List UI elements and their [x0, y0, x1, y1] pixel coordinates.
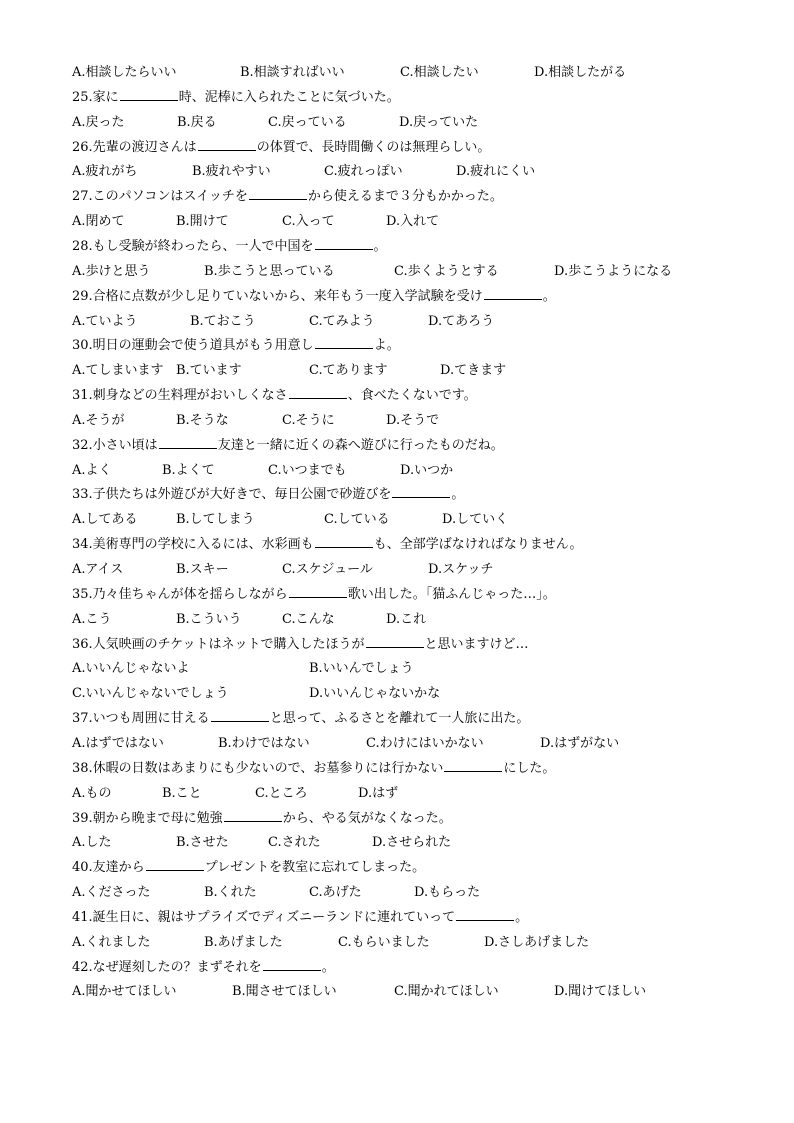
answer-blank [444, 759, 502, 772]
question-text [72, 956, 335, 980]
answer-option: C.疲れっぽい [324, 164, 403, 180]
answer-option: B.開けて [176, 214, 229, 230]
answer-option: A.戻った [72, 114, 125, 130]
question-line [72, 384, 772, 408]
options-line [72, 260, 772, 284]
question-text [72, 434, 504, 458]
answer-option: A.そうが [72, 412, 125, 428]
answer-option: A.してある [72, 512, 138, 528]
answer-blank [159, 436, 217, 449]
answer-option: D.いいんじゃないかな [309, 686, 441, 702]
answer-option: D.入れて [386, 214, 440, 230]
question-tail: プレゼントを教室に忘れてしまった。 [204, 860, 426, 876]
answer-blank [456, 908, 514, 921]
answer-option: B.聞させてほしい [232, 984, 337, 1000]
question-text [72, 334, 400, 358]
options-line [72, 980, 772, 1004]
answer-option: B.してしまう [176, 512, 255, 528]
question-stem: 40.友達から [72, 860, 145, 876]
question-tail: 時、泥棒に入られたことに気づいた。 [178, 89, 400, 105]
question-stem: 37.いつも周囲に甘える [72, 711, 210, 727]
question-text [72, 856, 425, 880]
question-tail: 。 [373, 238, 387, 254]
answer-option: A.てしまいます [72, 363, 164, 379]
answer-option: B.そうな [176, 412, 229, 428]
options-line [72, 782, 772, 806]
answer-blank [315, 336, 373, 349]
question-line [72, 707, 772, 731]
question-stem: 28.もし受験が終わったら、一人で中国を [72, 238, 314, 254]
question-tail: 。 [542, 288, 556, 304]
options-line [72, 508, 772, 532]
answer-option: D.いつか [400, 462, 454, 478]
question-line [72, 633, 772, 657]
answer-option: C.している [324, 512, 390, 528]
options-line [72, 409, 772, 433]
answer-option: D.さしあげました [484, 934, 590, 950]
options-line [72, 111, 772, 135]
answer-option: D.もらった [414, 885, 481, 901]
question-tail: 。 [451, 487, 465, 503]
question-text [72, 384, 477, 408]
question-tail: 。 [321, 959, 335, 975]
question-stem: 38.休暇の日数はあまりにも少ないので、お墓参りには行かない [72, 760, 444, 776]
answer-blank [392, 485, 450, 498]
answer-option: D.歩こうようになる [554, 263, 673, 279]
answer-option: B.わけではない [218, 735, 310, 751]
answer-option: D.これ [386, 611, 427, 627]
options-line [72, 881, 772, 905]
question-text [72, 707, 529, 731]
answer-option: B.こういう [176, 611, 242, 627]
question-stem: 39.朝から晩まで母に勉強 [72, 810, 223, 826]
question-text [72, 633, 529, 657]
options-line [72, 359, 772, 383]
answer-option: A.ていよう [72, 313, 138, 329]
question-stem: 35.乃々佳ちゃんが体を揺らしながら [72, 586, 288, 602]
answer-blank [289, 585, 347, 598]
question-stem: 41.誕生日に、親はサプライズでディズニーランドに連れていって [72, 909, 456, 925]
answer-option: A.よく [72, 462, 112, 478]
question-line [72, 136, 772, 160]
options-line [72, 61, 772, 85]
answer-option: A.はずではない [72, 735, 164, 751]
answer-option: B.戻る [177, 114, 217, 130]
answer-option: C.わけにはいかない [366, 735, 484, 751]
question-stem: 26.先輩の渡辺さんは [72, 139, 197, 155]
question-stem: 30.明日の運動会で使う道具がもう用意し [72, 338, 314, 354]
answer-blank [211, 709, 269, 722]
answer-option: D.てきます [440, 363, 507, 379]
question-line [72, 583, 772, 607]
question-stem: 32.小さい頃は [72, 437, 158, 453]
answer-option: C.スケジュール [282, 562, 373, 577]
answer-option: B.スキー [176, 562, 229, 577]
answer-option: D.てあろう [428, 313, 495, 329]
answer-option: D.していく [442, 512, 509, 528]
answer-blank [484, 287, 542, 300]
answer-option: A.もの [72, 785, 112, 801]
answer-option: D.そうで [386, 412, 440, 428]
options-line [72, 608, 772, 632]
options-line [72, 657, 772, 681]
question-line [72, 285, 772, 309]
question-stem: 25.家に [72, 89, 119, 105]
question-text [72, 533, 582, 557]
answer-option: C.てあります [309, 363, 388, 379]
answer-option: C.戻っている [268, 114, 347, 130]
answer-blank [198, 138, 256, 151]
question-line [72, 906, 772, 930]
question-text [72, 285, 556, 309]
question-line [72, 807, 772, 831]
question-text [72, 86, 400, 110]
answer-option: C.てみよう [309, 313, 375, 329]
question-tail: の体質で、長時間働くのは無理らしい。 [256, 139, 491, 155]
question-text [72, 906, 528, 930]
answer-option: C.あげた [309, 885, 362, 901]
options-line [72, 160, 772, 184]
answer-option: A.くださった [72, 885, 151, 901]
question-tail: も、全部学ばなければなりません。 [373, 537, 583, 553]
answer-option: C.入って [282, 214, 335, 230]
answer-option: A.した [72, 835, 112, 851]
answer-option: D.聞けてほしい [554, 984, 647, 1000]
answer-blank [315, 535, 373, 548]
answer-option: C.ところ [255, 785, 308, 801]
options-line [72, 210, 772, 234]
answer-option: A.いいんじゃないよ [72, 661, 190, 677]
answer-option: C.こんな [282, 611, 335, 627]
options-line [72, 931, 772, 955]
answer-blank [146, 858, 204, 871]
answer-option: D.はずがない [540, 735, 620, 751]
answer-option: B.よくて [162, 462, 215, 478]
answer-option: B.疲れやすい [192, 164, 271, 180]
question-text [72, 235, 387, 259]
answer-blank [263, 958, 321, 971]
question-line [72, 334, 772, 358]
answer-option: C.歩くようとする [394, 263, 499, 279]
answer-option: A.くれました [72, 934, 151, 950]
answer-option: B.させた [176, 835, 229, 851]
question-tail: と思って、ふるさとを離れて一人旅に出た。 [269, 711, 530, 727]
question-tail: から、やる気がなくなった。 [282, 810, 452, 826]
question-tail: 。 [515, 909, 529, 925]
answer-option: B.歩こうと思っている [204, 263, 335, 279]
question-stem: 29.合格に点数が少し足りていないから、来年もう一度入学試験を受け [72, 288, 483, 304]
question-tail: と思いますけど… [424, 636, 529, 652]
answer-option: D.疲れにくい [456, 164, 536, 180]
answer-option: D.相談したがる [534, 65, 627, 80]
question-stem: 34.美術専門の学校に入るには、水彩画も [72, 537, 314, 553]
question-line [72, 956, 772, 980]
answer-option: B.あげました [204, 934, 283, 950]
question-text [72, 583, 556, 607]
options-line [72, 459, 772, 483]
answer-option: B.くれた [204, 885, 257, 901]
answer-option: A.相談したらいい [72, 65, 177, 80]
question-text [72, 757, 555, 781]
question-line [72, 757, 772, 781]
options-line [72, 558, 772, 582]
options-line [72, 310, 772, 334]
question-line [72, 185, 772, 209]
question-line [72, 856, 772, 880]
question-tail: 、食べたくないです。 [347, 388, 477, 404]
question-tail: 歌い出した。「猫ふんじゃった…」。 [347, 586, 556, 602]
question-line [72, 483, 772, 507]
answer-option: C.いいんじゃないでしょう [72, 686, 229, 702]
answer-blank [249, 187, 307, 200]
question-stem: 36.人気映画のチケットはネットで購入したほうが [72, 636, 365, 652]
question-text [72, 483, 464, 507]
question-stem: 31.刺身などの生料理がおいしくなさ [72, 388, 288, 404]
answer-blank [224, 809, 282, 822]
answer-option: D.させられた [372, 835, 452, 851]
answer-blank [120, 88, 178, 101]
question-line [72, 533, 772, 557]
question-text [72, 185, 503, 209]
question-tail: にした。 [503, 760, 556, 776]
answer-blank [289, 386, 347, 399]
answer-blank [315, 237, 373, 250]
answer-option: C.された [268, 835, 321, 851]
answer-option: A.こう [72, 611, 112, 627]
answer-option: A.閉めて [72, 214, 125, 230]
options-line [72, 732, 772, 756]
answer-blank [366, 635, 424, 648]
answer-option: C.相談したい [400, 65, 479, 80]
answer-option: B.いいんでしょう [309, 661, 414, 677]
question-tail: から使えるまで３分もかかった。 [307, 189, 503, 205]
answer-option: B.ています [176, 363, 242, 379]
options-line [72, 682, 772, 706]
answer-option: A.アイス [72, 562, 124, 577]
answer-option: C.いつまでも [268, 462, 347, 478]
answer-option: D.戻っていた [399, 114, 479, 130]
question-text [72, 807, 452, 831]
question-stem: 33.子供たちは外遊びが大好きで、毎日公園で砂遊びを [72, 487, 392, 503]
question-line [72, 434, 772, 458]
answer-option: A.聞かせてほしい [72, 984, 177, 1000]
answer-option: D.スケッチ [428, 562, 494, 577]
question-line [72, 86, 772, 110]
question-tail: 友達と一緒に近くの森へ遊びに行ったものだね。 [217, 437, 504, 453]
question-text [72, 136, 490, 160]
question-tail: よ。 [373, 338, 400, 354]
answer-option: C.そうに [282, 412, 335, 428]
question-stem: 42.なぜ遅刻したの？まずそれを [72, 959, 262, 975]
options-line [72, 831, 772, 855]
answer-option: C.もらいました [338, 934, 430, 950]
answer-option: B.こと [162, 785, 202, 801]
answer-option: A.疲れがち [72, 164, 138, 180]
answer-option: B.相談すればいい [240, 65, 345, 80]
answer-option: C.聞かれてほしい [394, 984, 499, 1000]
answer-option: B.ておこう [190, 313, 256, 329]
answer-option: D.はず [358, 785, 399, 801]
question-stem: 27.このパソコンはスイッチを [72, 189, 248, 205]
answer-option: A.歩けと思う [72, 263, 151, 279]
question-line [72, 235, 772, 259]
